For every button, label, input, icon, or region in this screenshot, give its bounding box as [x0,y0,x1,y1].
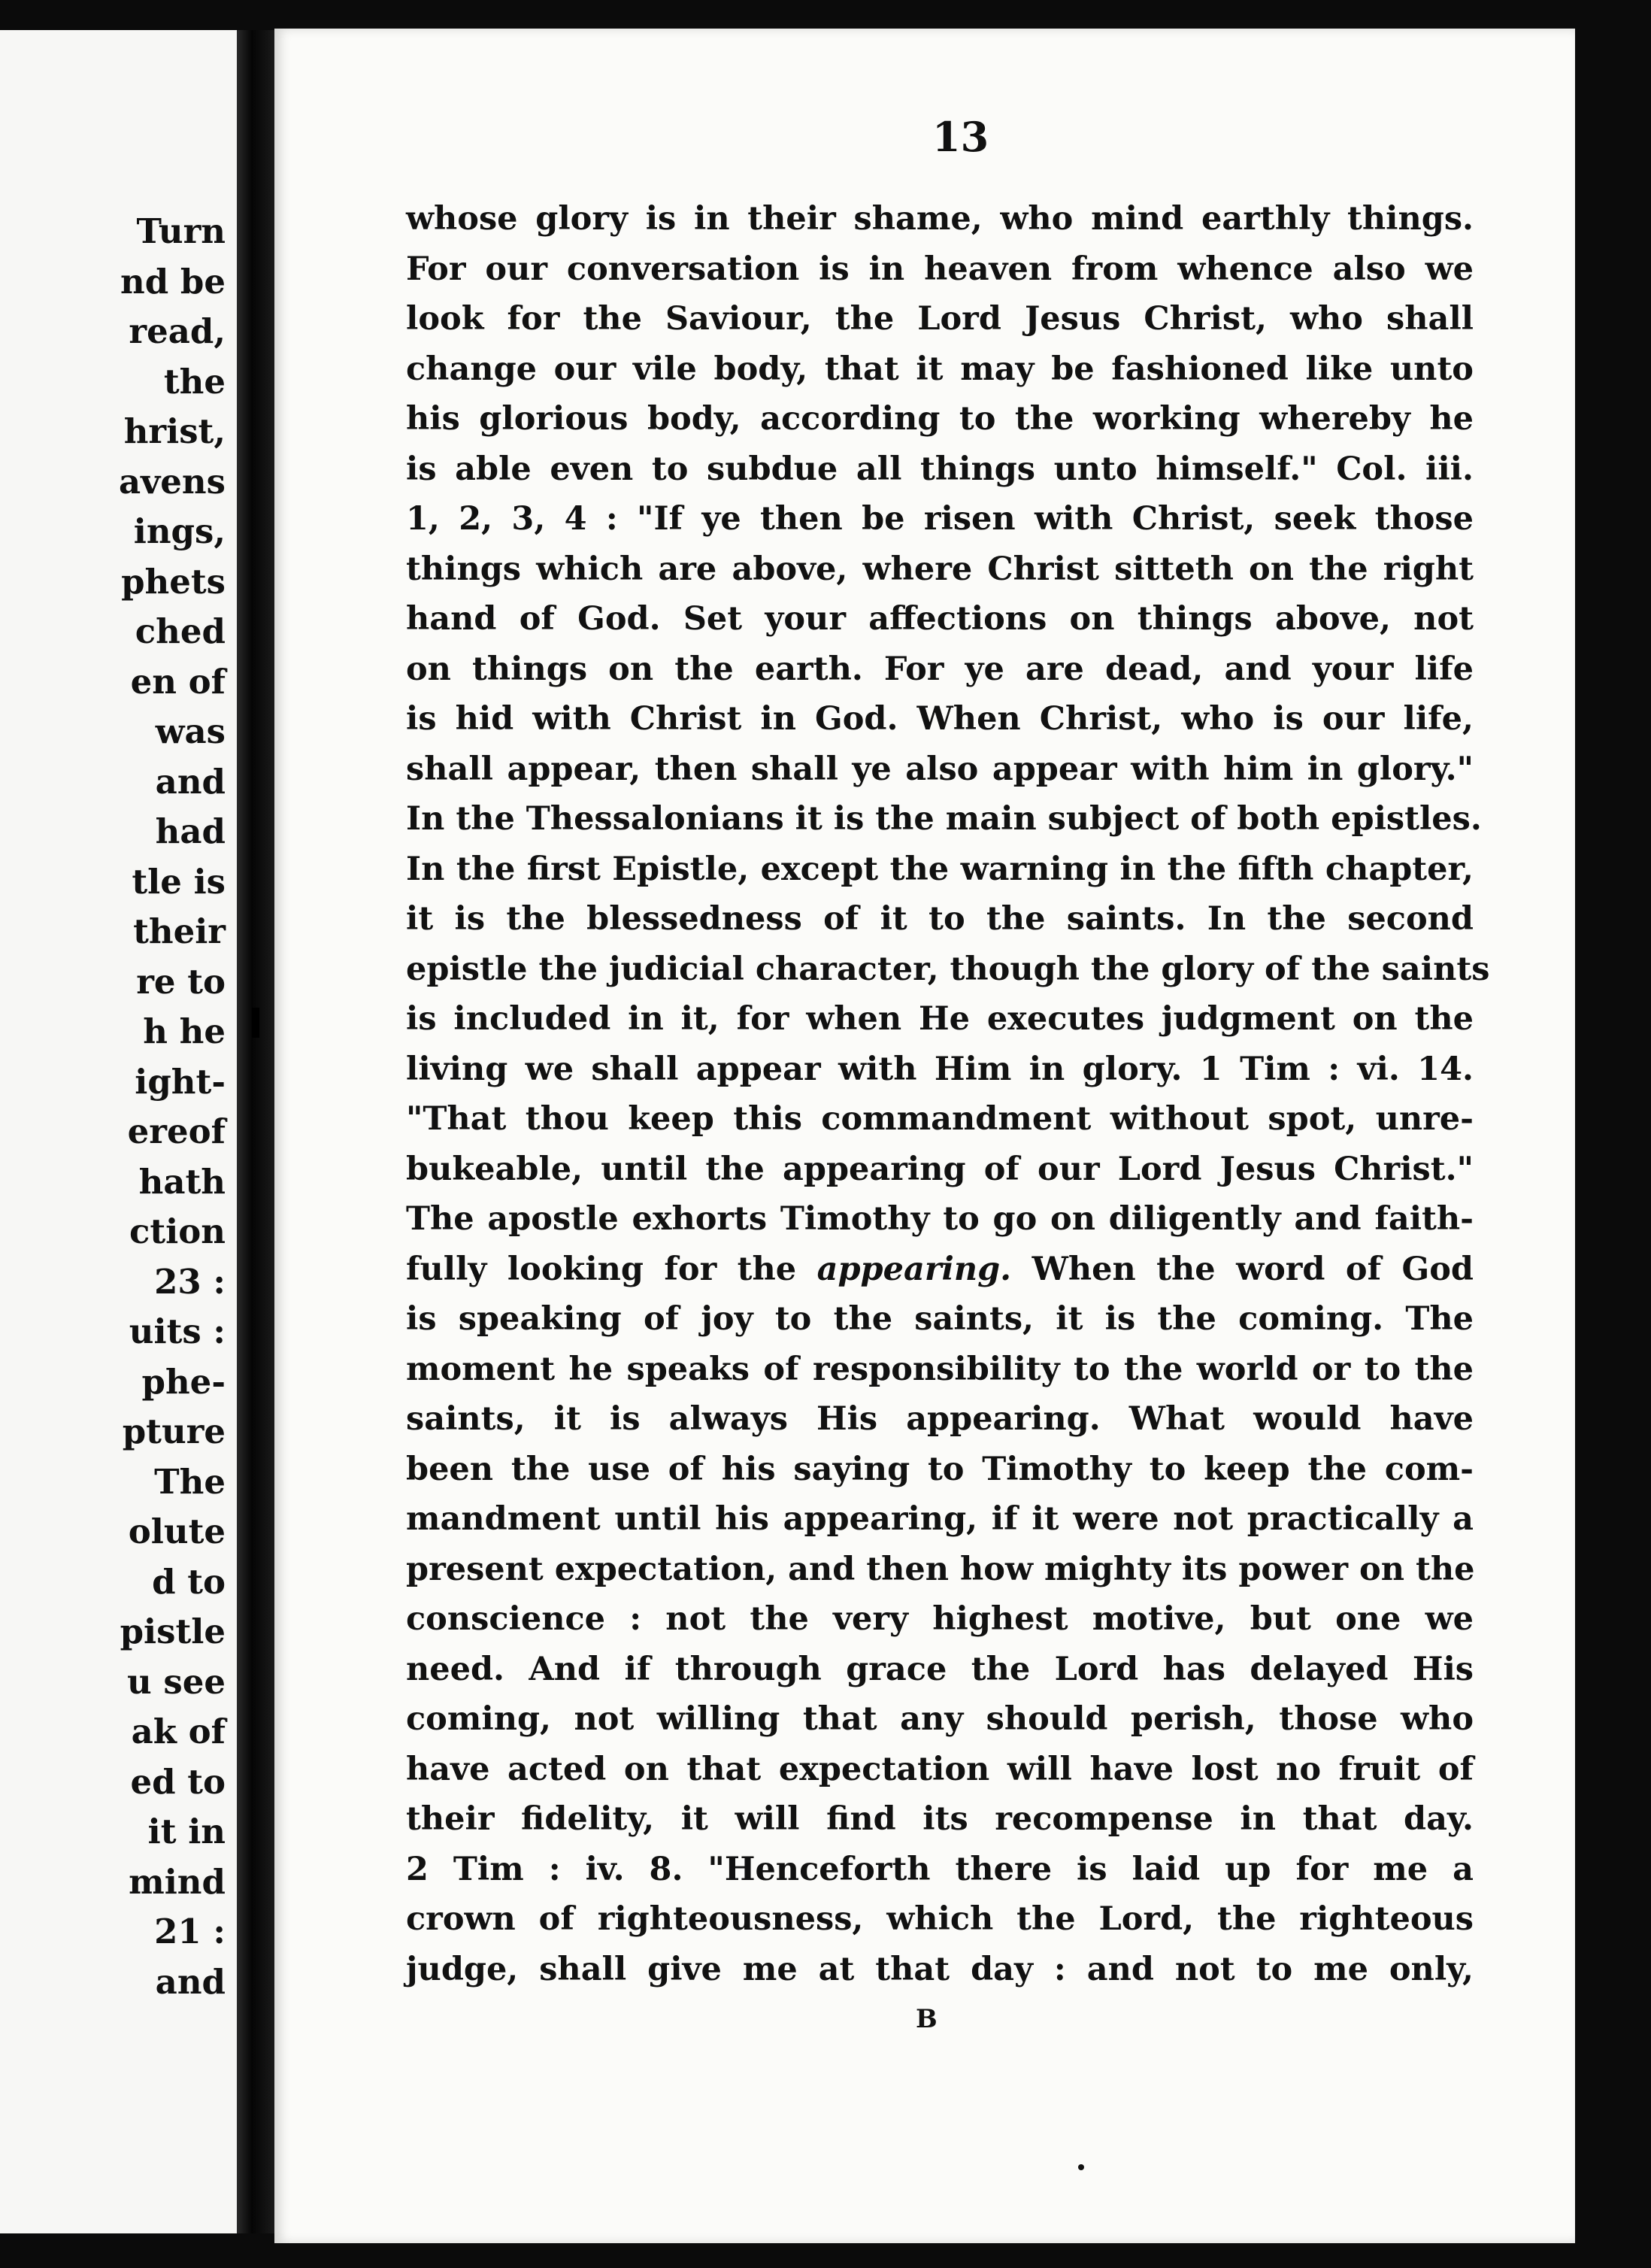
text-line: 1, 2, 3, 4 : "If ye then be risen with Christ, seek those [406,500,1474,538]
text-line: h he [143,1011,226,1051]
text-fragment: When the word of God [1031,1250,1474,1288]
text-line: their [133,911,226,951]
text-line: conscience : not the very highest motive, but one we [406,1600,1474,1638]
text-line: on things on the earth. For ye are dead, and your life [406,650,1474,688]
text-line: look for the Saviour, the Lord Jesus Christ, who shall [406,300,1474,338]
text-line: whose glory is in their shame, who mind earthly things. [406,200,1474,238]
text-line: hand of God. Set your affections on things above, not [406,600,1474,638]
text-line: change our vile body, that it may be fashioned like unto [406,350,1474,388]
text-line: and [155,1961,226,2002]
text-line: In the first Epistle, except the warning in the fifth chapter, [406,850,1474,888]
text-line: avens [119,461,226,502]
text-line: judge, shall give me at that day : and not to me only, [406,1950,1474,1988]
text-line: epistle the judicial character, though the glory of the saints [406,950,1490,988]
text-line: tle is [132,861,226,902]
text-line: it in [147,1812,226,1851]
signature-mark: B [916,2004,938,2034]
text-line: hath [138,1161,226,1202]
text-line: For our conversation is in heaven from whence also we [406,250,1474,288]
text-fragment: fully looking for the [406,1250,797,1288]
text-line: present expectation, and then how mighty its power on the [406,1550,1475,1588]
text-line: ereof [127,1111,226,1151]
text-line: phets [121,561,226,602]
text-line: is hid with Christ in God. When Christ, who is our life, [406,700,1474,738]
text-line: was [155,711,226,751]
text-line: ak of [131,1712,226,1751]
text-line: need. And if through grace the Lord has delayed His [406,1650,1474,1688]
text-line: have acted on that expectation will have lost no fruit of [406,1750,1474,1788]
text-line: olute [128,1511,226,1551]
book-gutter [237,30,274,2233]
text-line: moment he speaks of responsibility to the world or to the [406,1350,1474,1388]
text-line: bukeable, until the appearing of our Lord Jesus Christ." [406,1150,1474,1188]
text-line: re to [136,961,226,1002]
text-line: the [163,361,226,402]
text-line: shall appear, then shall ye also appear with him in glory." [406,750,1474,788]
text-line: their fidelity, it will find its recompense in that day. [406,1800,1474,1838]
text-line: In the Thessalonians it is the main subject of both epistles. [406,800,1482,838]
previous-page-text [0,207,226,2007]
text-line: Turn [136,211,226,251]
text-line: The [154,1461,226,1502]
text-line: en of [130,661,226,702]
text-line: is speaking of joy to the saints, it is the coming. The [406,1300,1474,1338]
text-line: and [155,761,226,802]
text-line: 21 : [154,1912,226,1951]
text-line: is included in it, for when He executes judgment on the [406,1000,1474,1038]
ink-dot [1078,2164,1084,2170]
text-line: d to [152,1561,226,1602]
text-line: "That thou keep this commandment without spot, unre- [406,1100,1474,1138]
text-line-with-italic [406,1245,1474,1295]
text-line: it is the blessedness of it to the saints. In the second [406,900,1474,938]
italic-word: appearing. [816,1250,1012,1288]
text-line: saints, it is always His appearing. What would have [406,1400,1474,1438]
text-line: living we shall appear with Him in glory. 1 Tim : vi. 14. [406,1050,1474,1088]
text-line: ight- [135,1061,226,1102]
previous-page [0,30,237,2233]
text-line: ed to [130,1761,226,1802]
text-line: nd be [120,261,226,302]
text-line: The apostle exhorts Timothy to go on diligently and faith- [406,1200,1474,1238]
text-line: pistle [120,1612,226,1651]
text-line: hrist, [123,411,226,451]
text-line: is able even to subdue all things unto himself." Col. iii. [406,450,1474,488]
text-line: his glorious body, according to the working whereby he [406,400,1474,438]
text-line: coming, not willing that any should perish, those who [406,1700,1474,1738]
text-line: had [155,811,226,851]
text-line: pture [122,1411,226,1451]
text-line: ings, [133,511,226,551]
text-line: phe- [141,1361,226,1402]
text-line: 23 : [154,1261,226,1302]
text-line: been the use of his saying to Timothy to keep the com- [406,1450,1474,1488]
page-number: 13 [932,113,989,161]
text-line: mind [129,1861,226,1902]
text-line: uits : [129,1311,226,1351]
gutter-mark [252,1008,259,1038]
text-line: ched [135,611,226,651]
text-line: u see [127,1661,226,1702]
text-line: 2 Tim : iv. 8. "Henceforth there is laid up for me a [406,1850,1474,1888]
text-line: things which are above, where Christ sitteth on the right [406,550,1474,588]
text-line: ction [129,1211,226,1251]
page-body-text [406,194,1490,1994]
text-line: mandment until his appearing, if it were not practically a [406,1500,1474,1538]
text-line: crown of righteousness, which the Lord, the righteous [406,1900,1474,1938]
text-line: read, [129,311,226,351]
